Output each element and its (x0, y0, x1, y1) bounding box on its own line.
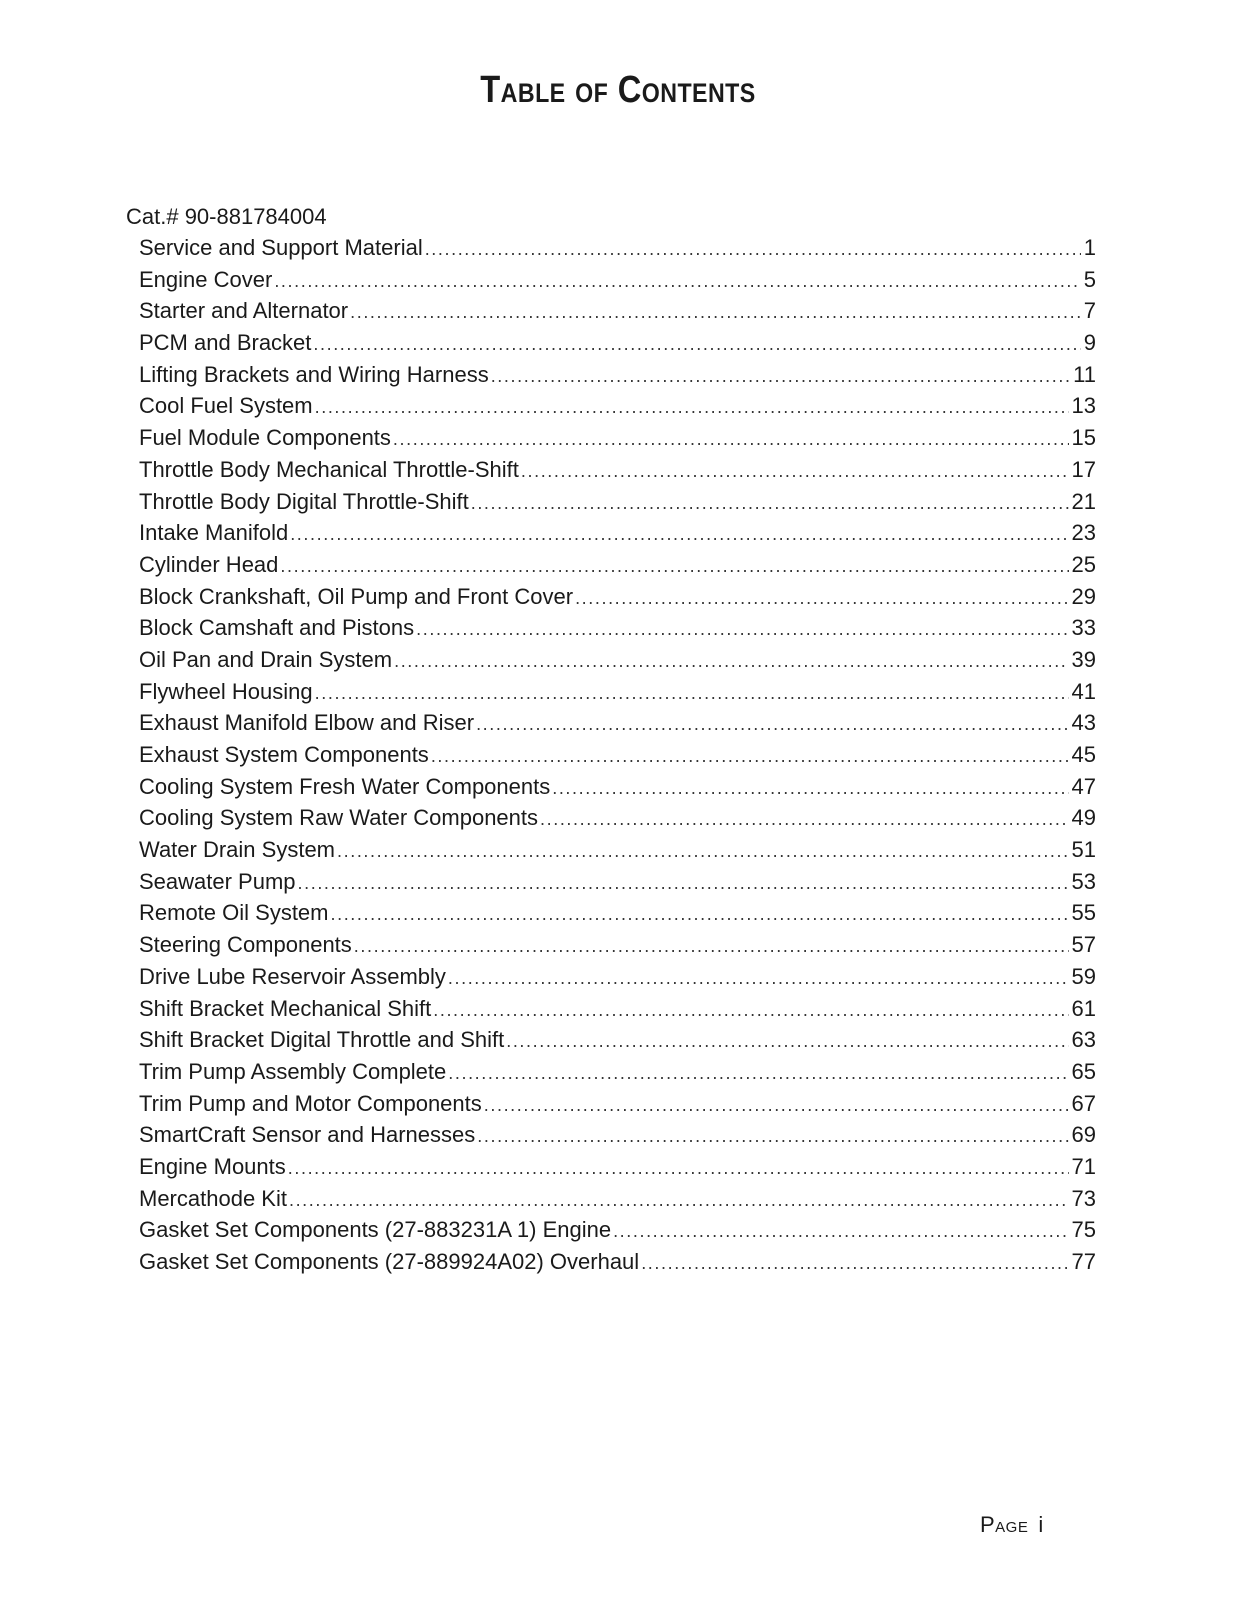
toc-entry-title: Cool Fuel System (139, 393, 313, 419)
toc-entry[interactable] (139, 581, 1096, 613)
toc-entry-title: Lifting Brackets and Wiring Harness (139, 361, 489, 387)
toc-entry-page: 53 (1071, 868, 1096, 894)
toc-entry-title: Exhaust System Components (139, 742, 429, 767)
toc-leader-dots (290, 519, 1068, 551)
toc-entry[interactable] (139, 866, 1096, 898)
toc-entry-title: Cooling System Raw Water Components (139, 805, 539, 831)
toc-entry-page: 55 (1071, 900, 1096, 926)
toc-entry-title: Gasket Set Components (27-889924A02) Overhaul (139, 1249, 640, 1274)
toc-entry-page: 65 (1071, 1058, 1096, 1084)
catalog-number: Cat.# 90-881784004 (126, 204, 327, 229)
toc-leader-dots (641, 1248, 1068, 1280)
toc-entry-page: 47 (1071, 773, 1096, 799)
toc-entry[interactable] (139, 264, 1096, 296)
toc-leader-dots (289, 1185, 1069, 1217)
toc-entry-title: SmartCraft Sensor and Harnesses (139, 1122, 476, 1148)
toc-leader-dots (274, 266, 1080, 298)
toc-leader-dots (315, 678, 1069, 710)
toc-entry-page: 13 (1071, 393, 1096, 419)
toc-entry-page: 71 (1071, 1153, 1096, 1179)
page-title: Table of Contents (480, 69, 756, 112)
toc-entry-page: 5 (1083, 266, 1096, 292)
toc-entry[interactable] (139, 1056, 1096, 1088)
toc-entry-title: Cylinder Head (139, 551, 279, 577)
toc-entry-title: Trim Pump Assembly Complete (139, 1058, 447, 1084)
toc-leader-dots (471, 488, 1069, 520)
toc-entry-title: Service and Support Material (139, 235, 423, 260)
toc-entry-page: 25 (1071, 551, 1096, 577)
toc-entry-page: 21 (1071, 488, 1096, 514)
toc-entry-title: Drive Lube Reservoir Assembly (139, 963, 446, 989)
toc-leader-dots (280, 551, 1068, 583)
toc-entry[interactable] (139, 1088, 1096, 1120)
toc-entry-page: 67 (1071, 1090, 1096, 1116)
toc-entry-page: 75 (1071, 1217, 1096, 1243)
toc-entry-title: Throttle Body Mechanical Throttle-Shift (139, 456, 519, 482)
toc-entry-title: Flywheel Housing (139, 678, 313, 704)
toc-entry-page: 29 (1071, 583, 1096, 609)
toc-entry-title: Engine Mounts (139, 1153, 286, 1179)
toc-entry[interactable] (139, 1151, 1096, 1183)
page-label: Page (980, 1512, 1029, 1537)
toc-entry-page: 45 (1071, 742, 1096, 767)
toc-entry-page: 61 (1071, 995, 1096, 1021)
toc-entry-title: Intake Manifold (139, 520, 289, 546)
toc-entry-title: Oil Pan and Drain System (139, 646, 393, 672)
toc-entry-title: Engine Cover (139, 266, 273, 292)
toc-leader-dots (552, 773, 1068, 805)
toc-entry-title: Cooling System Fresh Water Components (139, 773, 551, 799)
toc-entry-title: Block Crankshaft, Oil Pump and Front Cover (139, 583, 574, 609)
toc-entry-title: Exhaust Manifold Elbow and Riser (139, 710, 475, 736)
toc-leader-dots (476, 709, 1068, 741)
toc-entry[interactable] (139, 676, 1096, 708)
toc-leader-dots (477, 1121, 1068, 1153)
toc-entry-page: 39 (1071, 646, 1096, 672)
toc-entry-page: 59 (1071, 963, 1096, 989)
toc-entry[interactable] (139, 359, 1096, 391)
toc-entry-page: 43 (1071, 710, 1096, 736)
toc-entry-page: 17 (1071, 456, 1096, 482)
toc-entry[interactable] (139, 327, 1096, 359)
toc-entry-page: 33 (1071, 615, 1096, 641)
toc-entry-page: 73 (1071, 1185, 1096, 1211)
page-number: i (1038, 1512, 1044, 1537)
toc-entry-title: Starter and Alternator (139, 298, 349, 324)
toc-entry-title: Fuel Module Components (139, 425, 391, 451)
toc-entry[interactable] (139, 644, 1096, 676)
toc-entry[interactable] (139, 771, 1096, 803)
toc-entry[interactable] (139, 390, 1096, 422)
toc-entry[interactable] (139, 422, 1096, 454)
toc-entry[interactable] (139, 1246, 1096, 1278)
toc-entry[interactable] (139, 454, 1096, 486)
toc-leader-dots (288, 1153, 1069, 1185)
toc-leader-dots (431, 741, 1069, 773)
toc-leader-dots (575, 583, 1068, 615)
toc-entry-page: 69 (1071, 1122, 1096, 1148)
toc-entry[interactable] (139, 834, 1096, 866)
toc-leader-dots (491, 361, 1070, 393)
toc-leader-dots (354, 931, 1069, 963)
toc-entry[interactable] (139, 612, 1096, 644)
toc-leader-dots (425, 234, 1081, 266)
toc-entry-page: 41 (1071, 678, 1096, 704)
toc-entry-page: 15 (1071, 425, 1096, 451)
toc-leader-dots (521, 456, 1069, 488)
toc-leader-dots (448, 963, 1069, 995)
toc-leader-dots (613, 1216, 1068, 1248)
toc-leader-dots (298, 868, 1069, 900)
toc-entry[interactable] (139, 707, 1096, 739)
toc-entry-page: 51 (1071, 837, 1096, 863)
toc-entry-page: 49 (1071, 805, 1096, 831)
toc-entry[interactable] (139, 1183, 1096, 1215)
toc-leader-dots (313, 329, 1080, 361)
toc-entry-title: Shift Bracket Mechanical Shift (139, 995, 432, 1021)
toc-entry-title: Remote Oil System (139, 900, 329, 926)
toc-entry[interactable] (139, 517, 1096, 549)
toc-leader-dots (337, 836, 1069, 868)
toc-leader-dots (540, 804, 1069, 836)
toc-entry[interactable] (139, 897, 1096, 929)
toc-entry-title: PCM and Bracket (139, 330, 312, 356)
toc-entry-title: Mercathode Kit (139, 1185, 287, 1211)
toc-leader-dots (484, 1090, 1069, 1122)
toc-entry-page: 9 (1083, 330, 1096, 356)
toc-leader-dots (350, 297, 1081, 329)
toc-leader-dots (416, 614, 1068, 646)
toc-entry[interactable] (139, 929, 1096, 961)
toc-entry-page: 23 (1071, 520, 1096, 546)
page-footer (980, 1512, 1044, 1538)
toc-leader-dots (393, 424, 1069, 456)
toc-entry[interactable] (139, 232, 1096, 264)
toc-entry[interactable] (139, 486, 1096, 518)
toc-entry-title: Shift Bracket Digital Throttle and Shift (139, 1027, 505, 1053)
toc-leader-dots (394, 646, 1068, 678)
toc-entry-page: 63 (1071, 1027, 1096, 1053)
toc-leader-dots (448, 1058, 1068, 1090)
toc-entry[interactable] (139, 802, 1096, 834)
toc-entry-title: Seawater Pump (139, 868, 296, 894)
toc-entry[interactable] (139, 961, 1096, 993)
toc-entry[interactable] (139, 295, 1096, 327)
toc-leader-dots (506, 1026, 1068, 1058)
toc-entry-page: 7 (1083, 298, 1096, 324)
toc-leader-dots (315, 392, 1069, 424)
toc-entry-title: Water Drain System (139, 837, 336, 863)
toc-entry[interactable] (139, 993, 1096, 1025)
toc-entry-page: 77 (1071, 1249, 1096, 1274)
toc-entry[interactable] (139, 739, 1096, 771)
toc-leader-dots (331, 899, 1069, 931)
toc-entry-title: Block Camshaft and Pistons (139, 615, 415, 641)
toc-entry-title: Gasket Set Components (27-883231A 1) Engine (139, 1217, 612, 1243)
toc-entry[interactable] (139, 1214, 1096, 1246)
toc-leader-dots (433, 995, 1068, 1027)
toc-entry-title: Throttle Body Digital Throttle-Shift (139, 488, 469, 514)
toc-entry-page: 11 (1073, 361, 1096, 387)
toc-entry[interactable] (139, 549, 1096, 581)
toc-list (139, 232, 1096, 1278)
toc-entry[interactable] (139, 1024, 1096, 1056)
toc-entry[interactable] (139, 1119, 1096, 1151)
toc-entry-page: 1 (1083, 235, 1096, 260)
toc-entry-title: Trim Pump and Motor Components (139, 1090, 482, 1116)
toc-entry-page: 57 (1071, 932, 1096, 958)
toc-entry-title: Steering Components (139, 932, 352, 958)
